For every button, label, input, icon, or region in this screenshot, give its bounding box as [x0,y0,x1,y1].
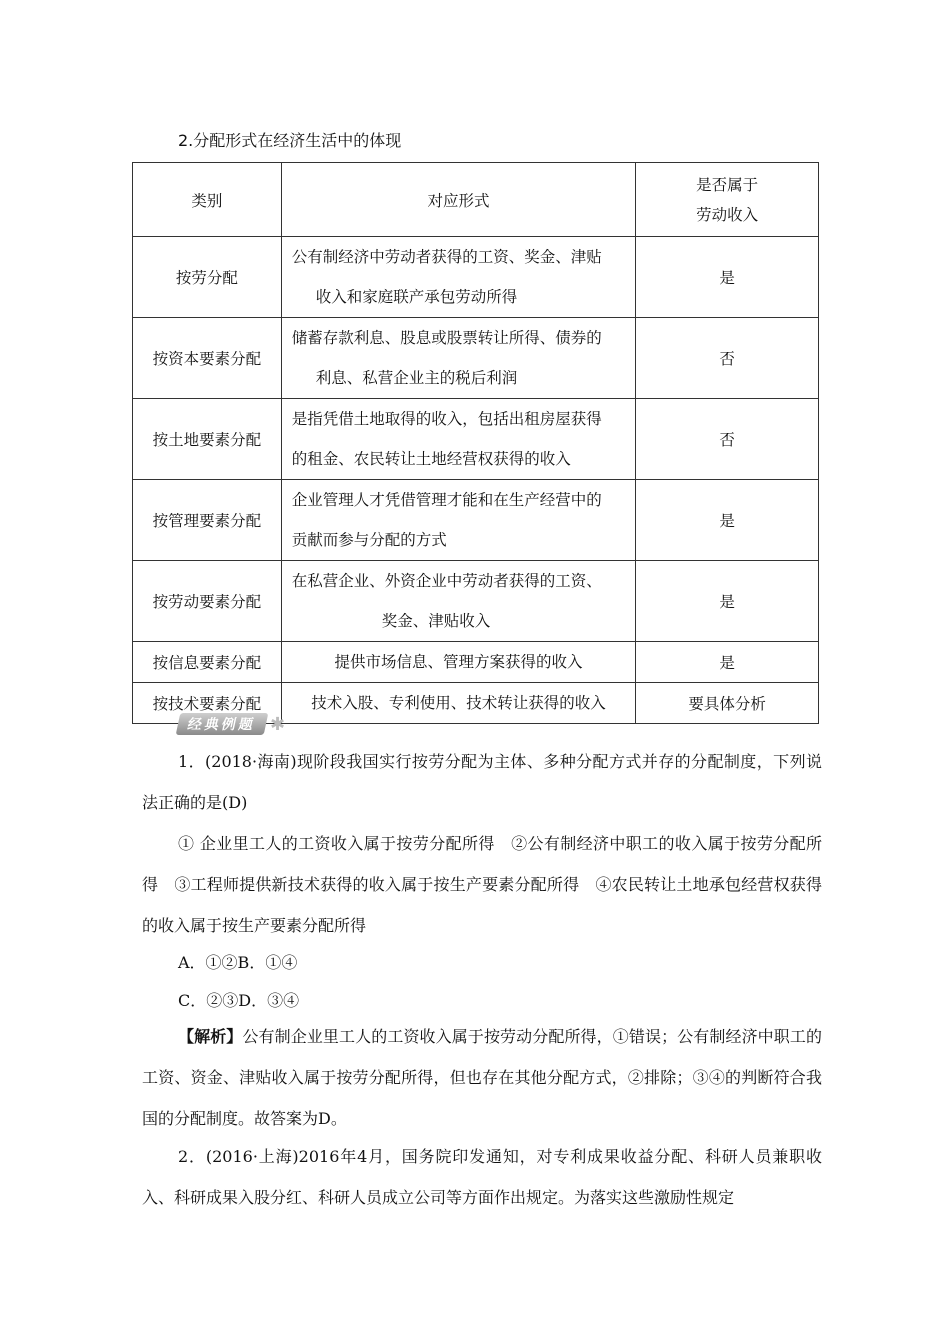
row-form-line: 企业管理人才凭借管理才能和在生产经营中的 [291,491,602,509]
row-category: 按信息要素分配 [133,642,282,683]
row-category: 按管理要素分配 [133,480,282,561]
analysis-tag: 【解析】 [178,1027,243,1046]
table-row [133,642,819,683]
row-category: 按资本要素分配 [133,318,282,399]
question-1-stem: 1．(2018·海南)现阶段我国实行按劳分配为主体、多种分配方式并存的分配制度，下列说法正确的是(D) [142,752,822,812]
table-row [133,237,819,318]
header-labor-income [636,163,819,237]
row-labor: 是 [636,642,819,683]
question-2-stem: 2．(2016·上海)2016年4月，国务院印发通知，对专利成果收益分配、科研人员兼职收入、科研成果入股分红、科研人员成立公司等方面作出规定。为落实这些激励性规定 [142,1147,822,1207]
row-labor: 是 [636,237,819,318]
badge-label: 经典例题 [176,713,269,735]
header-labor-line1: 是否属于 [696,175,759,194]
header-form: 对应形式 [281,163,636,237]
row-form-line: 是指凭借土地取得的收入，包括出租房屋获得 [291,410,602,428]
row-labor: 是 [636,561,819,642]
row-form-line: 公有制经济中劳动者获得的工资、奖金、津贴 [291,248,602,266]
question-1-options-cd: C．②③D．③④ [178,991,300,1010]
row-form: 提供市场信息、管理方案获得的收入 [281,642,636,683]
row-form-line: 在私营企业、外资企业中劳动者获得的工资、 [291,572,602,590]
distribution-table [132,162,819,724]
row-category: 按土地要素分配 [133,399,282,480]
row-labor: 否 [636,399,819,480]
row-form-line: 储蓄存款利息、股息或股票转让所得、债券的 [291,329,602,347]
row-form [281,237,636,318]
row-form-line: 贡献而参与分配的方式 [291,531,447,549]
row-labor: 否 [636,318,819,399]
header-labor-line2: 劳动收入 [696,205,759,224]
section-title: 2.分配形式在经济生活中的体现 [178,131,402,150]
classic-examples-badge [178,714,285,734]
question-1-statements: ① 企业里工人的工资收入属于按劳分配所得 ②公有制经济中职工的收入属于按劳分配所得 ③工程师提供新技术获得的收入属于按生产要素分配所得 ④农民转让土地承包经营权获得的收入属于按生产要素分配所得 [142,834,822,935]
row-category: 按技术要素分配 [133,683,282,724]
row-labor: 要具体分析 [636,683,819,724]
table-row [133,480,819,561]
row-form-line: 收入和家庭联产承包劳动所得 [315,288,518,306]
table-header-row [133,163,819,237]
header-category: 类别 [133,163,282,237]
analysis-text: 公有制企业里工人的工资收入属于按劳动分配所得，①错误；公有制经济中职工的工资、资金、津贴收入属于按劳分配所得，但也存在其他分配方式，②排除；③④的判断符合我国的分配制度。故答案为D。 [142,1027,822,1128]
table-row [133,318,819,399]
row-form-line: 奖金、津贴收入 [381,612,491,630]
row-form-line: 的租金、农民转让土地经营权获得的收入 [291,450,571,468]
question-1-analysis [142,1016,822,1139]
row-form [281,399,636,480]
table-row [133,399,819,480]
row-form [281,561,636,642]
row-labor: 是 [636,480,819,561]
row-form [281,480,636,561]
row-form-line: 利息、私营企业主的税后利润 [315,369,518,387]
question-1-options-ab: A．①②B．①④ [178,953,298,972]
row-category: 按劳分配 [133,237,282,318]
star-icon: ✱ [270,713,286,735]
row-form [281,318,636,399]
row-category: 按劳动要素分配 [133,561,282,642]
table-row [133,561,819,642]
row-form: 技术入股、专利使用、技术转让获得的收入 [281,683,636,724]
